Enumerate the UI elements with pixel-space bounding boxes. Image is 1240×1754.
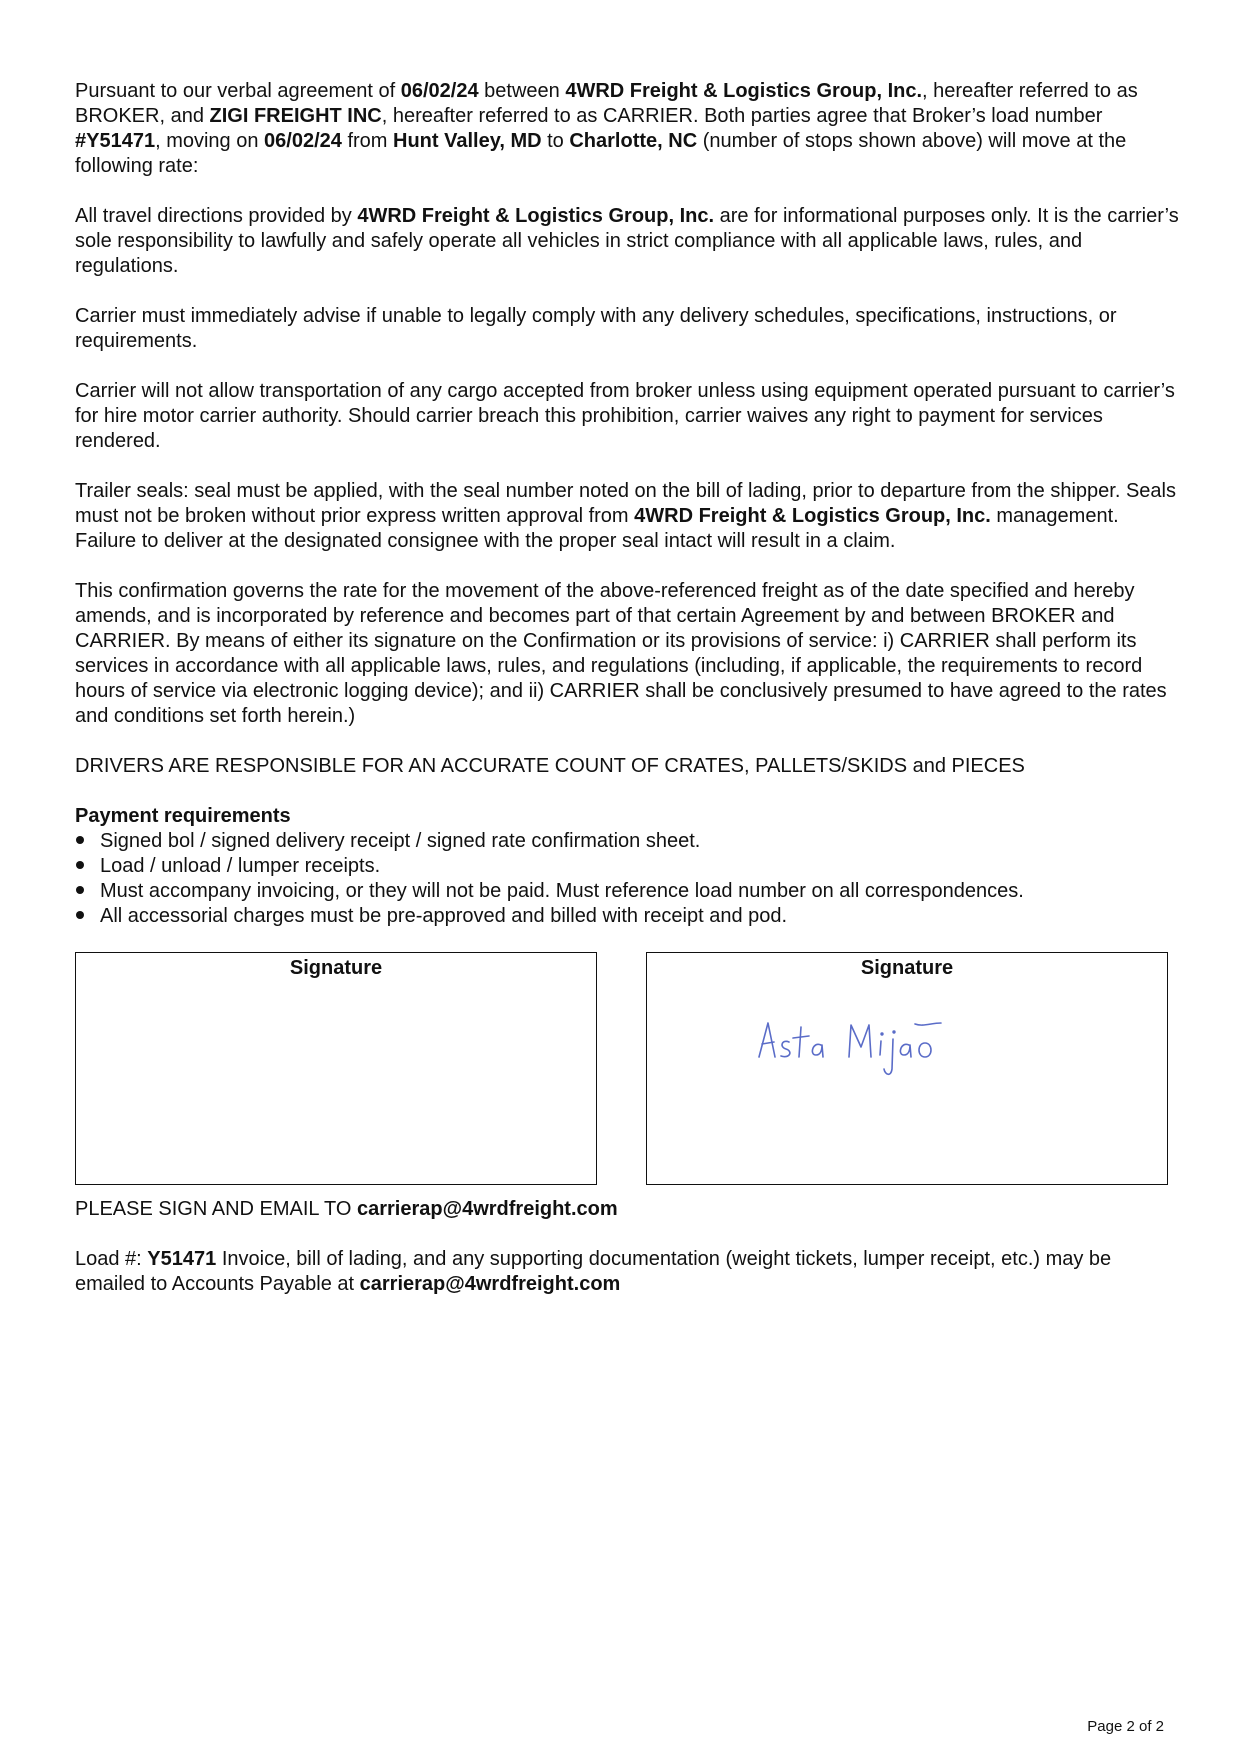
seals-text: Trailer seals: seal must be applied, with the seal number noted on the bill of lading, prior to departure from the shipper. Seals must not be broken without prior express written approval from	[75, 480, 1176, 527]
broker-name: 4WRD Freight & Logistics Group, Inc.	[634, 505, 991, 527]
travel-text: All travel directions provided by	[75, 205, 358, 227]
broker-signature-box[interactable]	[75, 952, 597, 1185]
list-item: Signed bol / signed delivery receipt / signed rate confirmation sheet.	[75, 829, 1185, 854]
intro-text: , hereafter referred to as CARRIER. Both parties agree that Broker’s load number	[381, 105, 1103, 127]
document-body	[75, 79, 1185, 1322]
signature-label: Signature	[860, 957, 954, 979]
load-number: #Y51471	[75, 130, 156, 152]
intro-text: , hereafter referred to as BROKER, and	[75, 80, 1138, 127]
load-note-text: Invoice, bill of lading, and any supporting documentation (weight tickets, lumper receipt, etc.) may be emailed to Accounts Payable at	[75, 1248, 1112, 1295]
load-note-text: Load #:	[75, 1248, 148, 1270]
load-note-paragraph	[75, 1247, 1185, 1297]
signature-label: Signature	[289, 957, 383, 979]
payment-requirements-list	[75, 829, 1185, 929]
intro-text: between	[478, 80, 566, 102]
intro-text: (number of stops shown above) will move at the following rate:	[75, 130, 1127, 177]
carrier-signature-box[interactable]	[646, 952, 1168, 1185]
list-item: Must accompany invoicing, or they will not be paid. Must reference load number on all correspondences.	[75, 879, 1185, 904]
list-item: All accessorial charges must be pre-approved and billed with receipt and pod.	[75, 904, 1185, 929]
broker-name: 4WRD Freight & Logistics Group, Inc.	[565, 80, 923, 102]
origin-city: Hunt Valley, MD	[393, 130, 542, 152]
sign-email-line	[75, 1197, 1185, 1222]
move-date: 06/02/24	[264, 130, 342, 152]
broker-name: 4WRD Freight & Logistics Group, Inc.	[357, 205, 715, 227]
destination-city: Charlotte, NC	[569, 130, 698, 152]
intro-text: Pursuant to our verbal agreement of	[75, 80, 401, 102]
signature-section	[75, 952, 1168, 1185]
list-item: Load / unload / lumper receipts.	[75, 854, 1185, 879]
email-link[interactable]: carrierap@4wrdfreight.com	[356, 1198, 618, 1220]
load-number: Y51471	[147, 1248, 217, 1270]
intro-text: to	[541, 130, 570, 152]
intro-text: , moving on	[155, 130, 265, 152]
intro-text: from	[341, 130, 394, 152]
advise-paragraph: Carrier must immediately advise if unable to legally comply with any delivery schedules, specifications, instructions, or requirements.	[75, 305, 1117, 352]
governs-paragraph: This confirmation governs the rate for the movement of the above-referenced freight as of the date specified and hereby amends, and is incorporated by reference and becomes part of that certain Agreement by and between BROKER and CARRIER. By means of either its signature on the Confirmation or its provisions of service: i) CARRIER shall perform its services in accordance with all applicable laws, rules, and regulations (including, if applicable, the requirements to record hours of service via electronic logging device); and ii) CARRIER shall be conclusively presumed to have agreed to the rates and conditions set forth herein.)	[75, 580, 1167, 727]
seals-text: management. Failure to deliver at the designated consignee with the proper seal intact will result in a claim.	[75, 505, 1119, 552]
carrier-name: ZIGI FREIGHT INC	[209, 105, 382, 127]
trailer-seals-paragraph	[75, 479, 1185, 554]
handwritten-signature	[755, 1017, 955, 1087]
email-link[interactable]: carrierap@4wrdfreight.com	[359, 1273, 621, 1295]
page-number: Page 2 of 2	[1087, 1718, 1164, 1735]
authority-paragraph: Carrier will not allow transportation of any cargo accepted from broker unless using equipment operated pursuant to carrier’s for hire motor carrier authority. Should carrier breach this prohibition, carrier waives any right to payment for services rendered.	[75, 380, 1175, 452]
agreement-date: 06/02/24	[400, 80, 479, 102]
travel-text: are for informational purposes only. It is the carrier’s sole responsibility to lawfully and safely operate all vehicles in strict compliance with all applicable laws, rules, and regulations.	[75, 205, 1179, 277]
travel-directions-paragraph	[75, 204, 1185, 279]
sign-email-text: PLEASE SIGN AND EMAIL TO	[75, 1198, 357, 1220]
drivers-notice: DRIVERS ARE RESPONSIBLE FOR AN ACCURATE COUNT OF CRATES, PALLETS/SKIDS and PIECES	[75, 755, 1025, 777]
payment-requirements-heading: Payment requirements	[75, 805, 291, 827]
intro-paragraph	[75, 79, 1185, 179]
